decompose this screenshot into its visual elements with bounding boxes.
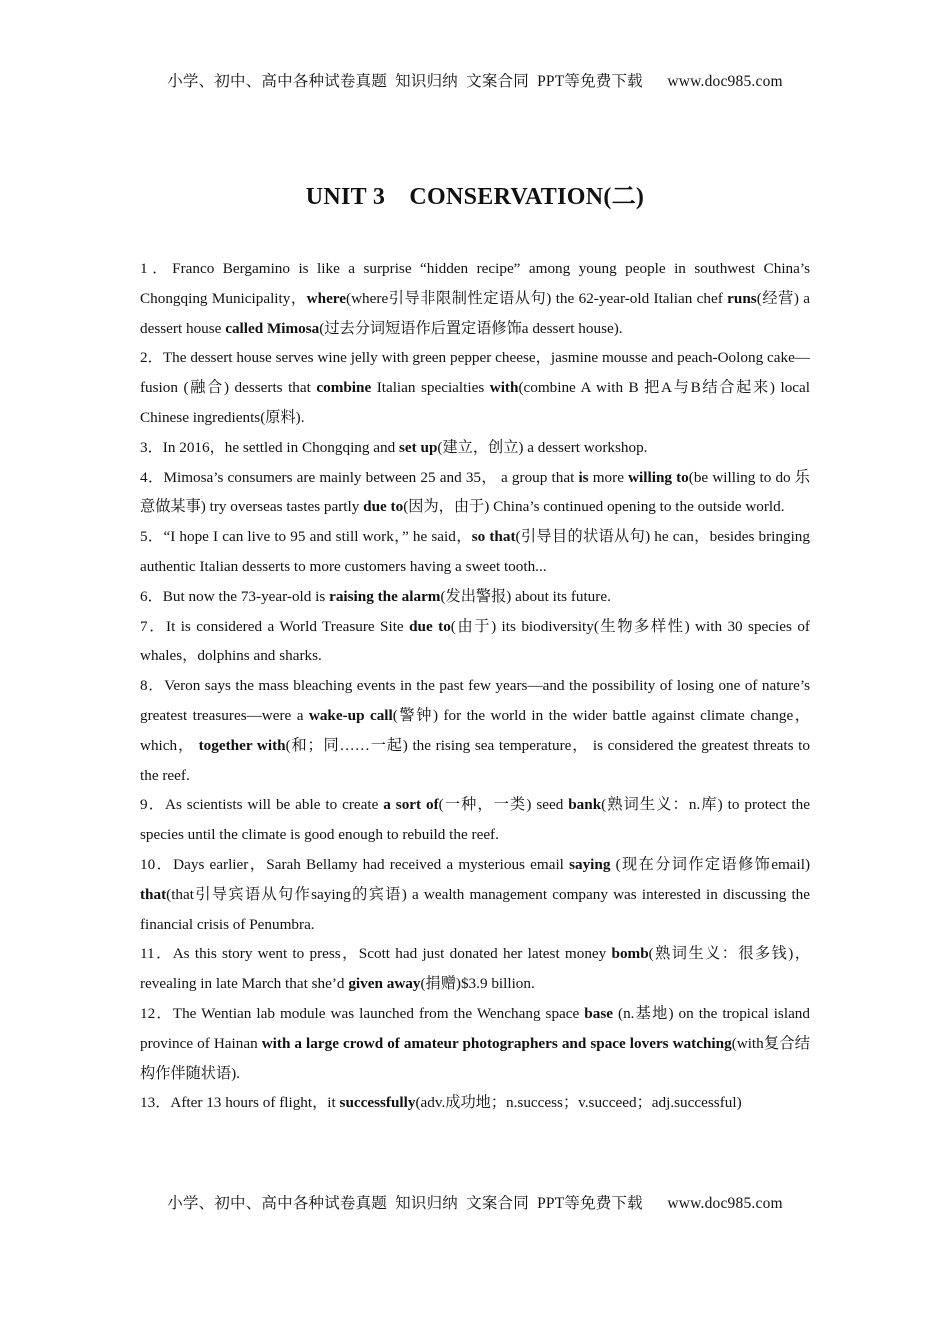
list-item: 11．As this story went to press，Scott had just donated her latest money bomb(熟词生义：很多钱)，revealing in late March that she’d given away(捐赠)$3.9 billion.: [140, 945, 810, 993]
list-item: 13．After 13 hours of flight，it successfully(adv.成功地；n.success；v.succeed；adj.successful): [140, 1094, 742, 1112]
list-item: 9．As scientists will be able to create a sort of(一种，一类) seed bank(熟词生义：n.库) to protect the species until the climate is good enough to rebuild the reef.: [140, 796, 810, 844]
list-item: 2．The dessert house serves wine jelly with green pepper cheese，jasmine mousse and peach-Oolong cake—fusion (融合) desserts that combine Italian specialties with(combine A with B 把A与B结合起来) local Chinese ingredients(原料).: [140, 349, 810, 426]
page-title: UNIT 3 CONSERVATION(二): [305, 184, 645, 210]
list-item: 7．It is considered a World Treasure Site due to(由于) its biodiversity(生物多样性) with 30 species of whales，dolphins and sharks.: [140, 617, 810, 665]
list-item: 8．Veron says the mass bleaching events in the past few years—and the possibility of losing one of nature’s greatest treasures—were a wake-up call(警钟) for the world in the wider battle against climate change， which， together with(和；同……一起) the rising sea temperature， is considered the greatest threats to the reef.: [140, 677, 810, 784]
list-item: 1．Franco Bergamino is like a surprise “hidden recipe” among young people in southwest China’s Chongqing Municipality，where(where引导非限制性定语从句) the 62-year-old Italian chef runs(经营) a dessert house called Mimosa(过去分词短语作后置定语修饰a dessert house).: [140, 260, 811, 337]
list-item: 5．“I hope I can live to 95 and still work，” he said，so that(引导目的状语从句) he can，besides bringing authentic Italian desserts to more customers having a sweet tooth...: [140, 528, 810, 575]
list-item: 3．In 2016，he settled in Chongqing and set up(建立，创立) a dessert workshop.: [140, 438, 648, 456]
sentence-list: [140, 254, 810, 1118]
list-item: 10．Days earlier，Sarah Bellamy had received a mysterious email saying (现在分词作定语修饰email) that(that引导宾语从句作saying的宾语) a wealth management company was interested in discussing the financial crisis of Penumbra.: [140, 855, 811, 933]
list-item: 6．But now the 73-year-old is raising the alarm(发出警报) about its future.: [140, 587, 611, 605]
page-footer: 小学、初中、高中各种试卷真题 知识归纳 文案合同 PPT等免费下载 www.doc985.com: [167, 1195, 783, 1212]
list-item: 12．The Wentian lab module was launched from the Wenchang space base (n.基地) on the tropical island province of Hainan with a large crowd of amateur photographers and space lovers watching(with复合结构作伴随状语).: [140, 1004, 810, 1082]
page-header: 小学、初中、高中各种试卷真题 知识归纳 文案合同 PPT等免费下载 www.doc985.com: [167, 73, 783, 90]
list-item: 4．Mimosa’s consumers are mainly between 25 and 35， a group that is more willing to(be willing to do 乐意做某事) try overseas tastes partly due to(因为，由于) China’s continued opening to the outside world.: [140, 468, 810, 516]
